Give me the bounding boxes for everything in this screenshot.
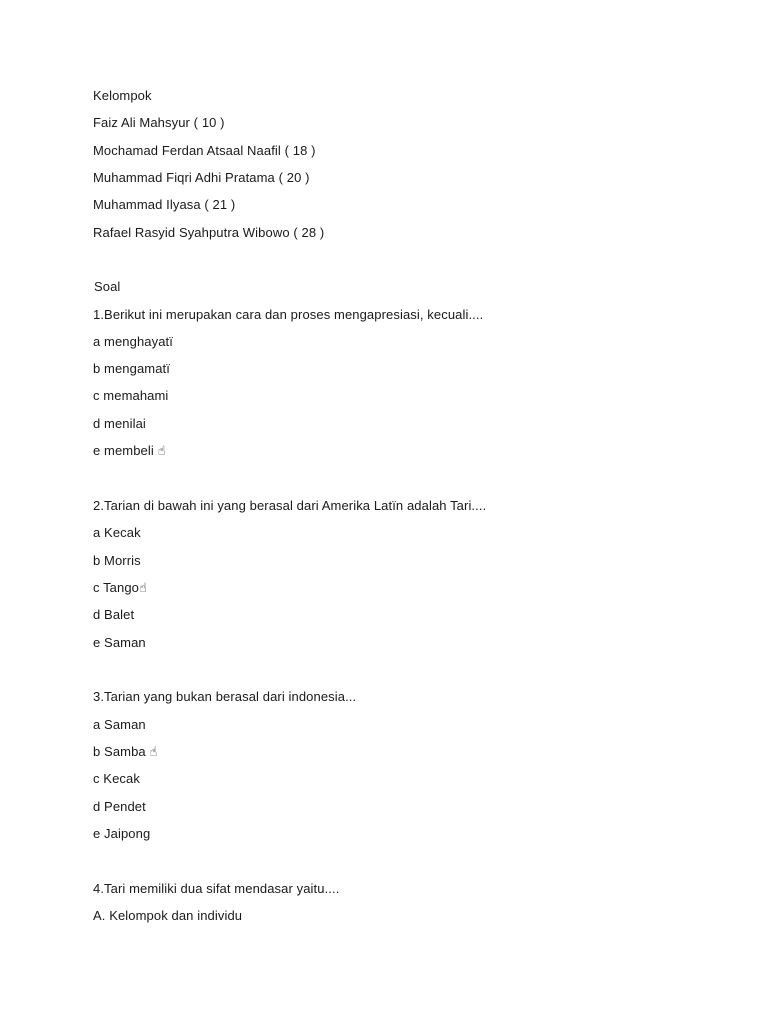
answer-option: c Kecak bbox=[93, 771, 140, 786]
answer-option: c Tango☝ bbox=[93, 580, 148, 595]
answer-option: b mengamatï bbox=[93, 361, 170, 376]
soal-heading: Soal bbox=[94, 279, 121, 294]
question-text: 4.Tari memiliki dua sifat mendasar yaitu.... bbox=[93, 881, 340, 896]
answer-option: b Samba ☝ bbox=[93, 744, 158, 759]
answer-option: d menilai bbox=[93, 416, 146, 431]
answer-option: a menghayatï bbox=[93, 334, 173, 349]
answer-option: d Pendet bbox=[93, 799, 146, 814]
group-member: Rafael Rasyid Syahputra Wibowo ( 28 ) bbox=[93, 225, 325, 240]
group-member: Mochamad Ferdan Atsaal Naafil ( 18 ) bbox=[93, 143, 316, 158]
group-member: Muhammad Fiqri Adhi Pratama ( 20 ) bbox=[93, 170, 310, 185]
question-text: 2.Tarian di bawah ini yang berasal dari Amerika Latïn adalah Tari.... bbox=[93, 498, 487, 513]
group-member: Muhammad Ilyasa ( 21 ) bbox=[93, 197, 236, 212]
answer-option: A. Kelompok dan individu bbox=[93, 908, 243, 923]
question-text: 1.Berikut ini merupakan cara dan proses mengapresiasi, kecuali.... bbox=[93, 307, 484, 322]
answer-option: e Saman bbox=[93, 635, 146, 650]
answer-option: d Balet bbox=[93, 607, 135, 622]
answer-option: c memahami bbox=[93, 388, 169, 403]
answer-option: e membeli ☝ bbox=[93, 443, 166, 458]
answer-option: a Kecak bbox=[93, 525, 141, 540]
group-heading: Kelompok bbox=[93, 88, 152, 103]
answer-option: b Morris bbox=[93, 553, 141, 568]
answer-option: a Saman bbox=[93, 717, 146, 732]
answer-option: e Jaipong bbox=[93, 826, 151, 841]
group-member: Faiz Ali Mahsyur ( 10 ) bbox=[93, 115, 225, 130]
question-text: 3.Tarian yang bukan berasal dari indonesia... bbox=[93, 689, 357, 704]
